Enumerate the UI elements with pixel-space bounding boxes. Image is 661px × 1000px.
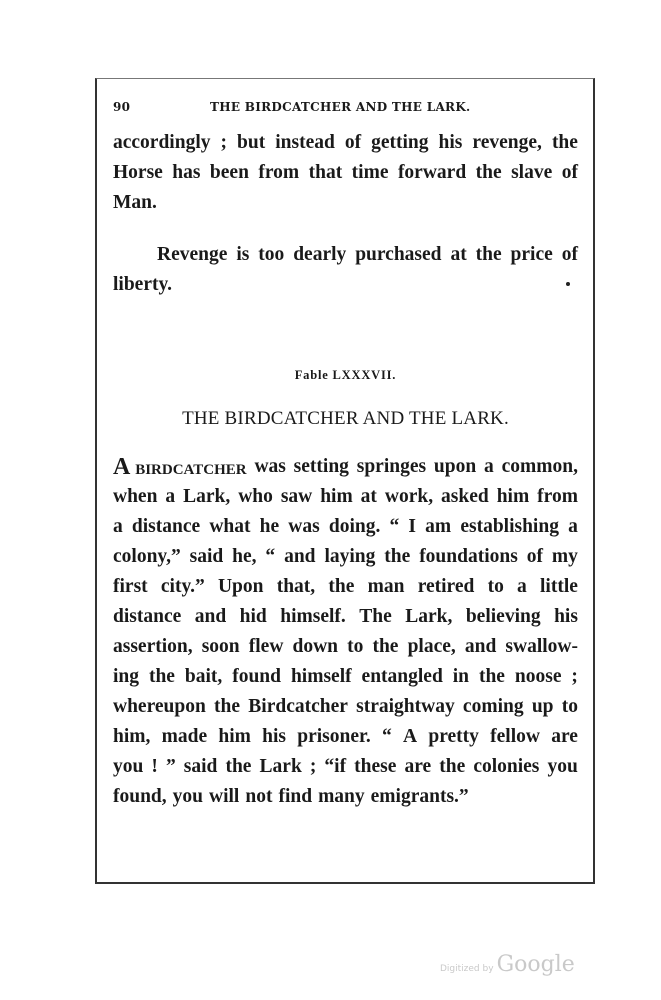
word: assertion, (113, 636, 193, 657)
word: flew (248, 636, 284, 657)
word: Horse (113, 162, 163, 183)
word: swallow- (505, 636, 578, 657)
word: the (478, 666, 505, 687)
word: retired (417, 576, 475, 597)
word: instead (275, 132, 335, 153)
word: Upon (217, 576, 264, 597)
word: made (161, 726, 208, 747)
word: ; (571, 666, 578, 687)
text-line (113, 692, 578, 722)
word: distance (131, 516, 201, 537)
word: not (245, 786, 273, 807)
word: his (438, 132, 463, 153)
text-line (113, 662, 578, 692)
page-number: 90 (113, 100, 131, 114)
small-caps-word: BIRDCATCHER (135, 462, 247, 478)
word: springes (356, 456, 427, 477)
word: in (452, 666, 470, 687)
word: ! (151, 756, 158, 777)
word: Lark, (405, 606, 453, 627)
word: the (439, 756, 466, 777)
word: that (308, 162, 343, 183)
word: dearly (293, 244, 347, 265)
text-line (113, 722, 578, 752)
word: “ (265, 546, 276, 567)
word: “ (382, 726, 392, 747)
word: many (318, 786, 365, 807)
word: hid (239, 606, 267, 627)
word: find (278, 786, 313, 807)
word: The (359, 606, 392, 627)
word: little (540, 576, 578, 597)
google-logo: Google (496, 952, 575, 977)
word: the (328, 576, 355, 597)
word: he (259, 516, 280, 537)
word: said (183, 756, 218, 777)
text-line (113, 158, 578, 188)
word: you (547, 756, 578, 777)
word: setting (293, 456, 349, 477)
word: to (487, 576, 504, 597)
word: establishing (460, 516, 559, 537)
word: prisoner. (297, 726, 371, 747)
opening-words (113, 452, 247, 482)
word: when (113, 486, 158, 507)
word: from (258, 162, 300, 183)
word: will (209, 786, 240, 807)
word: his (554, 606, 578, 627)
word: straightway (356, 696, 455, 717)
word: was (254, 456, 286, 477)
word: saw (280, 486, 313, 507)
word: himself (290, 666, 352, 687)
moral-paragraph (113, 240, 578, 300)
word: that, (276, 576, 316, 597)
book-page (113, 100, 578, 812)
text-line (113, 240, 578, 270)
fable-title: THE BIRDCATCHER AND THE LARK. (182, 408, 509, 429)
word: is (236, 244, 250, 265)
word: a (568, 516, 578, 537)
word: down (292, 636, 339, 657)
drop-cap: A (113, 454, 131, 480)
word: a (165, 486, 176, 507)
word: fellow (490, 726, 540, 747)
word: at (450, 244, 467, 265)
word: Man. (113, 192, 157, 213)
word: of (344, 132, 362, 153)
word: revenge, (472, 132, 542, 153)
word: ; (220, 132, 228, 153)
word: city.” (160, 576, 205, 597)
word: purchased (355, 244, 442, 265)
word: Revenge (157, 244, 228, 265)
word: Lark, (183, 486, 231, 507)
word: common, (501, 456, 578, 477)
word: ” (165, 756, 176, 777)
word: man (367, 576, 405, 597)
word: the (148, 666, 175, 687)
word: are (551, 726, 578, 747)
word: whereupon (113, 696, 206, 717)
word: time (351, 162, 389, 183)
word: him (496, 486, 530, 507)
word: laying (324, 546, 376, 567)
word: upon (433, 456, 477, 477)
word: at (360, 486, 377, 507)
word: place, (407, 636, 456, 657)
word: the (475, 244, 502, 265)
word: found (232, 666, 281, 687)
word: who (238, 486, 273, 507)
word: was (288, 516, 320, 537)
word: you (113, 756, 144, 777)
word: first (113, 576, 148, 597)
word: slave (511, 162, 553, 183)
continuation-paragraph (113, 128, 578, 218)
word: of (561, 244, 578, 265)
fable-body (113, 452, 578, 812)
word: he, (232, 546, 257, 567)
word: him (320, 486, 353, 507)
word: liberty. (113, 274, 173, 295)
word: of (526, 546, 543, 567)
word: been (209, 162, 249, 183)
word: and (284, 546, 316, 567)
word: bait, (184, 666, 223, 687)
word: Lark (259, 756, 302, 777)
word: to (561, 696, 578, 717)
word: emigrants.” (370, 786, 469, 807)
word: coming (462, 696, 524, 717)
word: and (464, 636, 497, 657)
word: the (551, 132, 578, 153)
word: Birdcatcher (248, 696, 348, 717)
word: I (408, 516, 417, 537)
word: distance (113, 606, 182, 627)
word: but (237, 132, 266, 153)
word: from (537, 486, 578, 507)
word: “ (389, 516, 400, 537)
word: price (510, 244, 553, 265)
text-line (113, 512, 578, 542)
word: and (194, 606, 227, 627)
word: himself. (280, 606, 346, 627)
word: work, (384, 486, 434, 507)
word: accordingly (113, 132, 211, 153)
watermark-prefix: Digitized by (440, 964, 494, 974)
word: entangled (361, 666, 443, 687)
word: asked (441, 486, 489, 507)
word: what (209, 516, 251, 537)
word: pretty (428, 726, 479, 747)
word: a (517, 576, 527, 597)
word: the (372, 636, 399, 657)
word: my (551, 546, 578, 567)
word: a (113, 516, 123, 537)
word: foundations (419, 546, 518, 567)
word: the (384, 546, 411, 567)
word: A (403, 726, 418, 747)
word: to (347, 636, 364, 657)
word: these (354, 756, 397, 777)
text-line (113, 602, 578, 632)
word: the (225, 756, 252, 777)
word: believing (465, 606, 541, 627)
digitized-watermark (440, 952, 575, 977)
word: too (258, 244, 285, 265)
word: doing. (328, 516, 381, 537)
word: ; (309, 756, 317, 777)
word: him (218, 726, 251, 747)
running-title: THE BIRDCATCHER AND THE LARK. (210, 100, 471, 114)
word: you (172, 786, 204, 807)
word: his (262, 726, 287, 747)
word: am (425, 516, 452, 537)
text-line (113, 482, 578, 512)
word: found, (113, 786, 167, 807)
text-line (113, 752, 578, 782)
word: a (484, 456, 494, 477)
word: noose (514, 666, 562, 687)
running-head (113, 100, 578, 128)
word: colonies (473, 756, 540, 777)
word: soon (201, 636, 240, 657)
word: up (531, 696, 554, 717)
word: “if (324, 756, 347, 777)
word: him, (113, 726, 151, 747)
text-line (113, 128, 578, 158)
word: of (561, 162, 578, 183)
word: ing (113, 666, 140, 687)
word: colony,” (113, 546, 181, 567)
word: the (214, 696, 241, 717)
text-line (113, 782, 578, 812)
word: said (189, 546, 224, 567)
fable-number: Fable LXXXVII. (294, 368, 397, 382)
text-line (113, 572, 578, 602)
word: the (475, 162, 502, 183)
text-line (113, 542, 578, 572)
word: forward (397, 162, 467, 183)
word: are (404, 756, 432, 777)
text-line (113, 188, 578, 218)
text-line (113, 270, 578, 300)
word: getting (371, 132, 429, 153)
fable-first-line (113, 452, 578, 482)
word: has (172, 162, 201, 183)
text-line (113, 632, 578, 662)
